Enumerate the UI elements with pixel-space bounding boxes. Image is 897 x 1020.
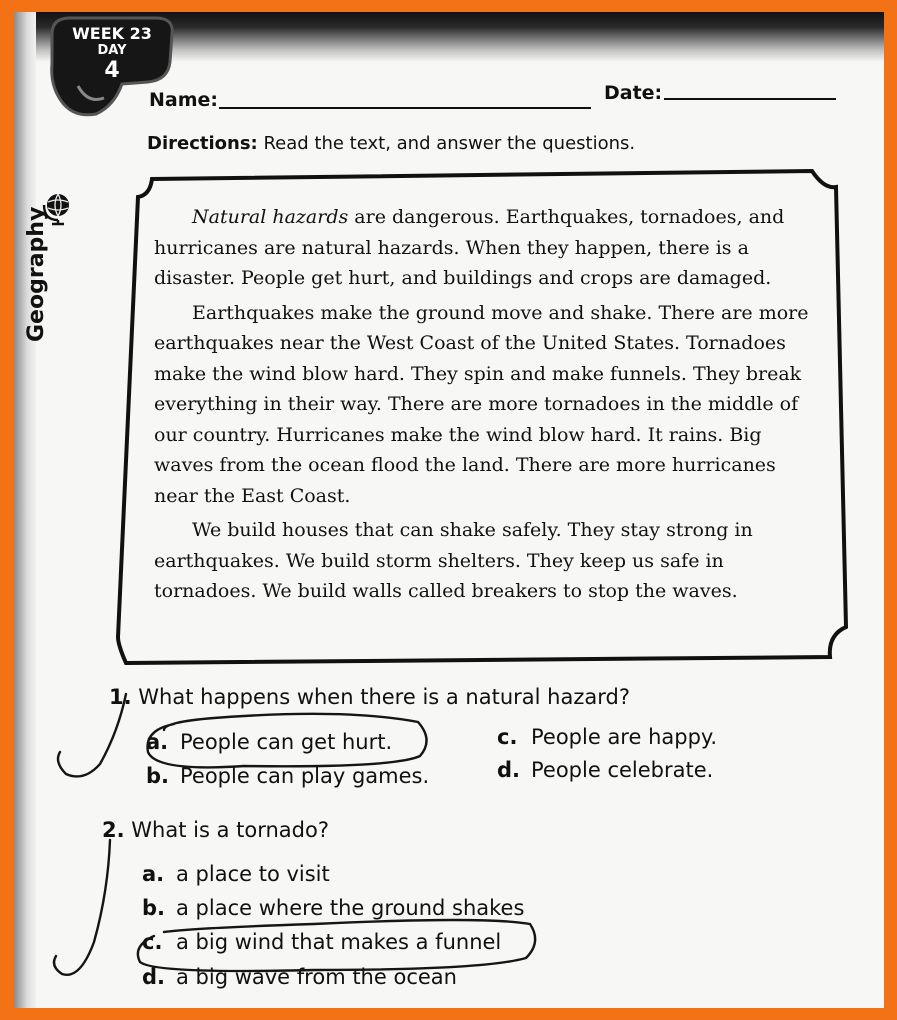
worksheet-page: [14, 12, 884, 1008]
option-letter: b.: [142, 896, 166, 920]
name-label: Name:: [149, 89, 219, 111]
q2-option-c[interactable]: [142, 930, 501, 954]
name-field[interactable]: [219, 107, 591, 109]
directions-text: Read the text, and answer the questions.: [263, 133, 636, 154]
passage-paragraph-2: Earthquakes make the ground move and shake. There are more earthquakes near the West Coast of the United States. Tornadoes make the wind blow hard. They spin and make funnels. They break everything in their way. There are more tornadoes in the middle of our country. Hurricanes make the wind blow hard. It rains. Big waves from the ocean flood the land. There are more hurricanes near the East Coast.: [154, 301, 809, 507]
q1-option-a[interactable]: [146, 730, 392, 754]
option-letter: a.: [142, 862, 165, 886]
directions-label: Directions:: [147, 133, 258, 154]
question-number: 2.: [102, 818, 125, 842]
option-text: People can play games.: [180, 764, 430, 788]
date-label: Date:: [604, 82, 663, 104]
option-text: People can get hurt.: [180, 730, 393, 754]
passage-paragraph-1: [154, 202, 816, 294]
q2-check-mark: [54, 840, 110, 975]
q1-option-b[interactable]: [146, 764, 429, 788]
option-letter: d.: [497, 758, 521, 782]
option-text: a place to visit: [176, 862, 330, 886]
q2-option-d[interactable]: [142, 965, 457, 989]
option-letter: b.: [146, 764, 170, 788]
question-number: 1.: [109, 685, 132, 709]
badge-day: DAY: [97, 43, 127, 58]
option-text: a big wave from the ocean: [176, 965, 457, 989]
option-letter: d.: [142, 965, 166, 989]
question-1: [109, 685, 630, 709]
passage-p1-text: are dangerous. Earthquakes, tornadoes, and hurricanes are natural hazards. When they happen, there is a disaster. People get hurt, and buildings and crops are damaged.: [154, 206, 785, 289]
option-letter: c.: [497, 725, 518, 749]
question-text: What happens when there is a natural hazard?: [138, 685, 630, 709]
question-2: [102, 818, 329, 842]
date-field[interactable]: [664, 98, 836, 100]
passage-term: Natural hazards: [192, 206, 349, 228]
q2-option-b[interactable]: [142, 896, 524, 920]
question-text: What is a tornado?: [131, 818, 329, 842]
option-letter: a.: [146, 730, 169, 754]
section-label: Geography: [24, 206, 49, 342]
passage-paragraph-3: We build houses that can shake safely. They stay strong in earthquakes. We build storm shelters. They keep us safe in tornadoes. We build walls called breakers to stop the waves.: [154, 519, 753, 602]
badge-week: WEEK 23: [72, 24, 152, 43]
directions: [147, 133, 635, 154]
option-text: People are happy.: [531, 725, 718, 749]
q1-option-c[interactable]: [497, 725, 717, 749]
option-letter: c.: [142, 930, 163, 954]
q2-option-a[interactable]: [142, 862, 330, 886]
badge-day-number: 4: [104, 58, 120, 83]
binding-edge: [14, 12, 36, 1008]
option-text: a place where the ground shakes: [176, 896, 525, 920]
reading-passage: [154, 202, 816, 611]
option-text: People celebrate.: [531, 758, 714, 782]
q1-option-d[interactable]: [497, 758, 713, 782]
option-text: a big wind that makes a funnel: [176, 930, 502, 954]
